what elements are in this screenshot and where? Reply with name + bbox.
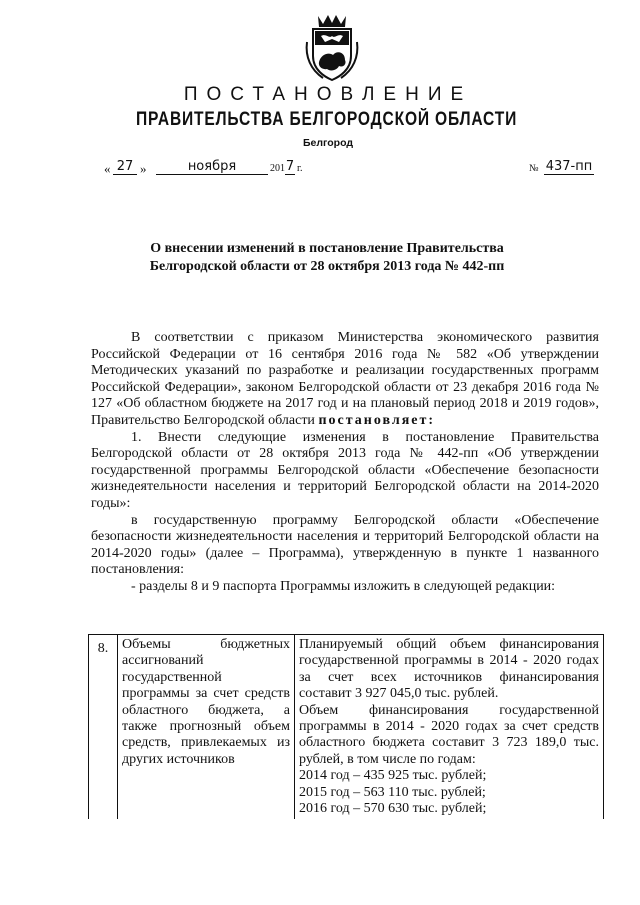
date-year-digit: 7 bbox=[285, 159, 295, 174]
city-label: Белгород bbox=[302, 137, 354, 149]
date-open-quote: « bbox=[104, 161, 111, 176]
document-number: 437-пп bbox=[545, 159, 593, 174]
funding-2015: 2015 год – 563 110 тыс. рублей; bbox=[299, 784, 486, 800]
number-label: № bbox=[529, 163, 539, 174]
heading-line-2: Белгородской области от 28 октября 2013 года № 442-пп bbox=[149, 259, 505, 274]
resolves-keyword: постановляет: bbox=[318, 412, 436, 428]
regional-funding-text: Объем финансирования государственной программы в 2014 - 2020 годах за счет средств областного бюджета составит 3 723 189,0 тыс. рублей, в том числе по годам: bbox=[299, 702, 599, 767]
heading-line-1: О внесении изменений в постановление Правительства bbox=[150, 241, 504, 256]
paragraph-preamble bbox=[91, 330, 599, 430]
document-body bbox=[91, 330, 599, 596]
date-year-suffix: г. bbox=[297, 163, 303, 174]
paragraph-program: в государственную программу Белгородской области «Обеспечение безопасности жизнедеятельности населения и территорий Белгородской области на 2014-2020 годы» (далее – Программа), утвержденную в пункте 1 названного постановления: bbox=[91, 512, 599, 578]
row-name: Объемы бюджетных ассигнований государственной программы за счет средств областного бюджета, а также прогнозный объем средств, привлекаемых из других источников bbox=[118, 635, 295, 820]
coat-of-arms-emblem bbox=[301, 12, 363, 82]
document-type-title: ПОСТАНОВЛЕНИЕ bbox=[183, 84, 473, 105]
date-month: ноября bbox=[156, 159, 268, 175]
preamble-text: В соответствии с приказом Министерства экономического развития Российской Федерации от 16 сентября 2016 года № 582 «Об утверждении Методических указаний по разработке и реализации государственных программ Российской Федерации», законом Белгородской области от 23 декабря 2016 года № 127 «Об областном бюджете на 2017 год и на плановый период 2018 и 2019 годов», Правительство Белгородской области bbox=[91, 330, 599, 428]
row-description bbox=[295, 635, 604, 820]
date-close-quote: » bbox=[140, 161, 147, 176]
funding-2016: 2016 год – 570 630 тыс. рублей; bbox=[299, 801, 487, 817]
funding-2014: 2014 год – 435 925 тыс. рублей; bbox=[299, 768, 487, 784]
date-number-line bbox=[104, 159, 594, 179]
total-funding-text: Планируемый общий объем финансирования государственной программы в 2014 - 2020 годах за счет всех источников финансирования составит 3 927 045,0 тыс. рублей. bbox=[299, 637, 599, 702]
issuing-authority-title: ПРАВИТЕЛЬСТВА БЕЛГОРОДСКОЙ ОБЛАСТИ bbox=[136, 109, 518, 130]
passport-table bbox=[88, 634, 604, 819]
paragraph-item-1: 1. Внести следующие изменения в постановление Правительства Белгородской области от 28 октября 2013 года № 442-пп «Об утверждении государственной программы Белгородской области «Обеспечение безопасности жизнедеятельности населения и территорий Белгородской области на 2014-2020 годы»: bbox=[91, 429, 599, 511]
table-row bbox=[89, 635, 604, 820]
paragraph-sections: - разделы 8 и 9 паспорта Программы изложить в следующей редакции: bbox=[131, 578, 556, 594]
row-number: 8. bbox=[89, 635, 118, 820]
date-day: 27 bbox=[113, 159, 137, 175]
date-year-prefix: 201 bbox=[270, 163, 285, 174]
document-heading bbox=[0, 240, 640, 276]
